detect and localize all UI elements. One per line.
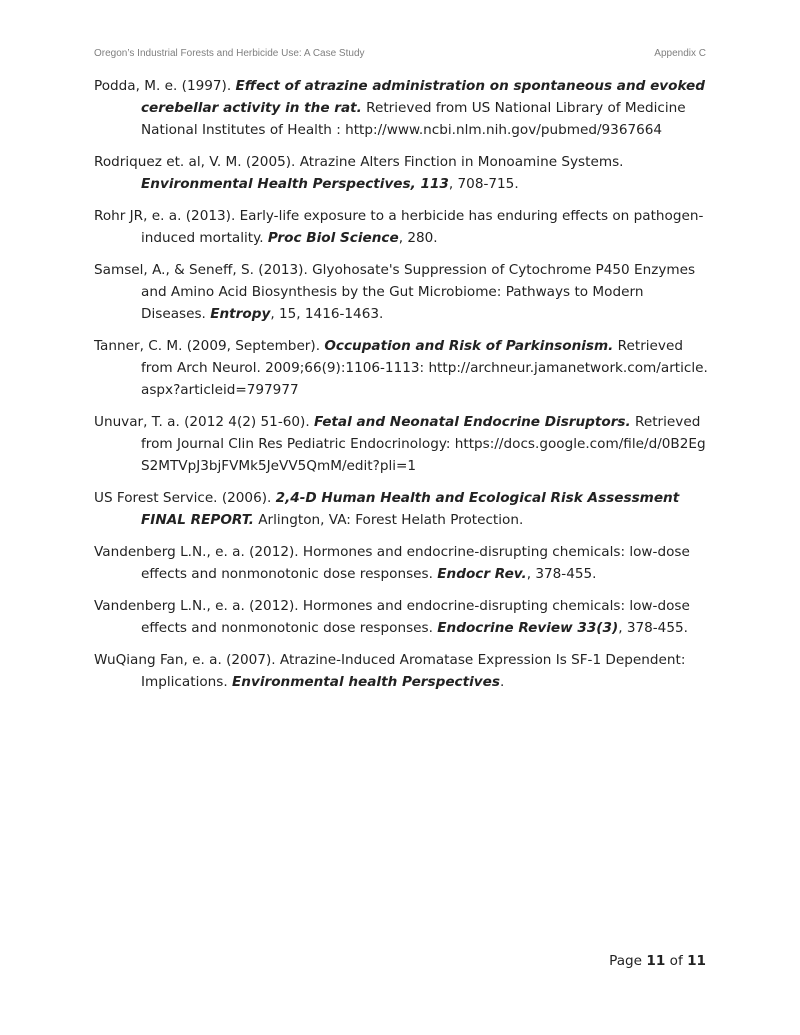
reference-text: , 378-455.: [618, 620, 688, 636]
reference-url: http://archneur.jamanetwork.com/article.aspx?articleid=797977: [141, 360, 708, 398]
page-label: Page: [609, 953, 643, 969]
reference-text: , 708-715.: [448, 176, 519, 192]
reference-entry: [94, 75, 710, 141]
reference-entry: [94, 151, 710, 195]
reference-text: , 15, 1416-1463.: [270, 306, 384, 322]
reference-text: Tanner, C. M. (2009, September).: [94, 338, 325, 354]
reference-title: Effect of atrazine administration on spontaneous and evoked cerebellar activity in the rat.: [141, 78, 706, 116]
total-page-count: 11: [687, 953, 706, 969]
reference-title: Fetal and Neonatal Endocrine Disruptors.: [313, 414, 631, 430]
reference-text: Rodriquez et. al, V. M. (2005). Atrazine Alters Finction in Monoamine Systems.: [94, 154, 624, 170]
reference-entry: [94, 259, 710, 325]
reference-entry: [94, 411, 710, 477]
reference-text: Podda, M. e. (1997).: [94, 78, 236, 94]
reference-entry: [94, 205, 710, 249]
current-page-number: 11: [646, 953, 666, 969]
reference-title: Occupation and Risk of Parkinsonism.: [324, 338, 614, 354]
reference-text: Samsel, A., & Seneff, S. (2013). Glyohosate's Suppression of Cytochrome P450 Enzymes and Amino Acid Biosynthesis by the Gut Microbiome: Pathways to Modern Diseases.: [94, 262, 696, 322]
reference-text: Arlington, VA: Forest Helath Protection.: [253, 512, 524, 528]
reference-title: Endocr Rev.: [437, 566, 527, 582]
reference-text: Retrieved from US National Library of Medicine National Institutes of Health :: [141, 100, 686, 138]
reference-text: , 378-455.: [526, 566, 597, 582]
header-title: Oregon’s Industrial Forests and Herbicide Use: A Case Study: [94, 48, 365, 59]
reference-title: 2,4-D Human Health and Ecological Risk Assessment FINAL REPORT.: [141, 490, 680, 528]
reference-url: https://docs.google.com/file/d/0B2EgS2MTVpJ3bjFVMk5JeVV5QmM/edit?pli=1: [141, 436, 706, 474]
reference-text: Unuvar, T. a. (2012 4(2) 51-60).: [94, 414, 314, 430]
reference-entry: [94, 541, 710, 585]
reference-list: [94, 75, 710, 703]
reference-title: Endocrine Review 33(3): [437, 620, 619, 636]
reference-title: Environmental Health Perspectives, 113: [141, 176, 449, 192]
reference-title: Proc Biol Science: [267, 230, 399, 246]
header-appendix: Appendix C: [654, 48, 706, 59]
reference-text: Rohr JR, e. a. (2013). Early-life exposure to a herbicide has enduring effects on pathogen-induced mortality.: [94, 208, 704, 246]
reference-text: Retrieved from Journal Clin Res Pediatric Endocrinology:: [141, 414, 701, 452]
reference-entry: [94, 595, 710, 639]
reference-title: Entropy: [210, 306, 271, 322]
page-header: [94, 48, 706, 64]
reference-title: Environmental health Perspectives: [232, 674, 500, 690]
of-label: of: [669, 953, 683, 969]
reference-entry: [94, 335, 710, 401]
reference-text: WuQiang Fan, e. a. (2007). Atrazine-Induced Aromatase Expression Is SF-1 Dependent: Implications.: [94, 652, 686, 690]
reference-text: , 280.: [398, 230, 438, 246]
reference-text: .: [499, 674, 505, 690]
page-footer: [609, 953, 706, 969]
reference-url: http://www.ncbi.nlm.nih.gov/pubmed/9367664: [345, 122, 663, 138]
reference-entry: [94, 649, 710, 693]
reference-text: Retrieved from Arch Neurol. 2009;66(9):1106-1113:: [141, 338, 683, 376]
reference-entry: [94, 487, 710, 531]
reference-text: Vandenberg L.N., e. a. (2012). Hormones and endocrine-disrupting chemicals: low-dose effects and nonmonotonic dose responses.: [94, 544, 690, 582]
reference-text: US Forest Service. (2006).: [94, 490, 276, 506]
reference-text: Vandenberg L.N., e. a. (2012). Hormones and endocrine-disrupting chemicals: low-dose effects and nonmonotonic dose responses.: [94, 598, 690, 636]
